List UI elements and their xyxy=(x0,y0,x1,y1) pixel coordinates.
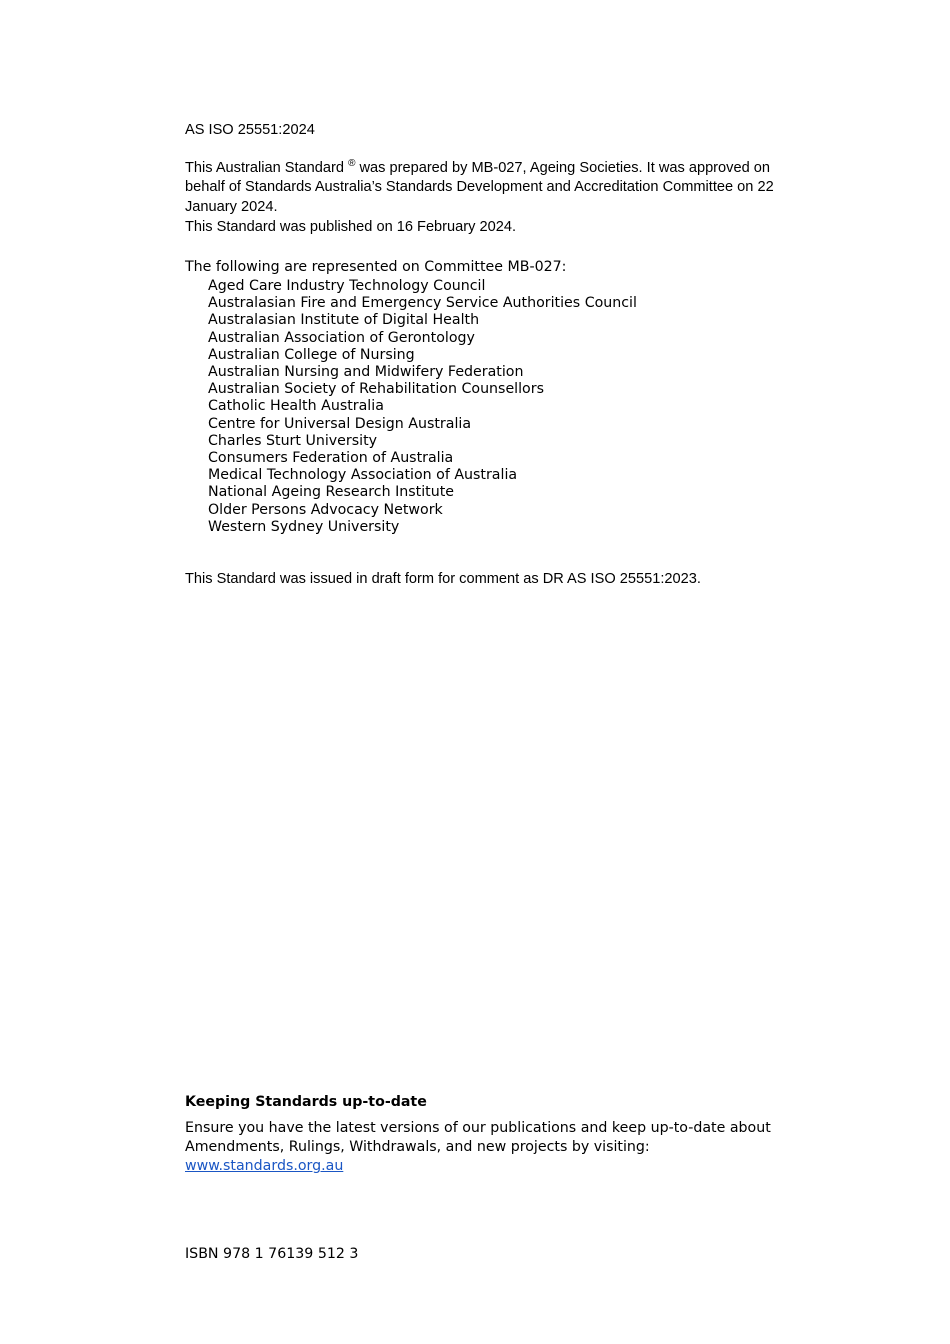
committee-intro: The following are represented on Committee MB-027: xyxy=(185,259,567,275)
standard-number: AS ISO 25551:2024 xyxy=(185,122,315,138)
committee-member-item: Older Persons Advocacy Network xyxy=(208,501,443,518)
committee-member-item: Australian Society of Rehabilitation Counsellors xyxy=(208,381,544,398)
committee-member-item: Medical Technology Association of Australia xyxy=(208,467,518,484)
isbn-number: ISBN 978 1 76139 512 3 xyxy=(185,1246,359,1262)
committee-member-list xyxy=(208,278,637,536)
committee-member-item: Catholic Health Australia xyxy=(208,398,384,415)
committee-member-item: Centre for Universal Design Australia xyxy=(208,415,472,432)
keeping-up-to-date-paragraph xyxy=(185,1119,785,1176)
committee-member-item: Australian College of Nursing xyxy=(208,346,415,363)
committee-member-item: Australasian Fire and Emergency Service Authorities Council xyxy=(208,295,637,312)
committee-member-item: Charles Sturt University xyxy=(208,432,378,449)
preparation-text-start: This Australian Standard xyxy=(185,159,349,176)
standards-website-link[interactable]: www.standards.org.au xyxy=(185,1158,344,1174)
committee-member-item: National Ageing Research Institute xyxy=(208,484,455,501)
preparation-text-end: was prepared by MB-027, Ageing Societies. It was approved on behalf of Standards Australia’s Standards Development and Accreditation Committee on 22 January 2024. xyxy=(185,159,774,215)
preparation-paragraph xyxy=(185,154,775,217)
committee-member-item: Western Sydney University xyxy=(208,518,400,535)
committee-member-item: Australian Nursing and Midwifery Federation xyxy=(208,364,524,381)
keeping-up-to-date-heading: Keeping Standards up-to-date xyxy=(185,1094,427,1110)
committee-member-item: Australasian Institute of Digital Health xyxy=(208,312,480,329)
committee-member-item: Consumers Federation of Australia xyxy=(208,450,454,467)
draft-note: This Standard was issued in draft form for comment as DR AS ISO 25551:2023. xyxy=(185,571,701,587)
committee-member-item: Aged Care Industry Technology Council xyxy=(208,278,486,294)
keeping-up-to-date-text: Ensure you have the latest versions of our publications and keep up-to-date about Amendments, Rulings, Withdrawals, and new projects by visiting: xyxy=(185,1120,771,1155)
registered-trademark-symbol: ® xyxy=(348,158,356,169)
publication-date-paragraph: This Standard was published on 16 February 2024. xyxy=(185,219,516,235)
committee-member-item: Australian Association of Gerontology xyxy=(208,329,475,346)
